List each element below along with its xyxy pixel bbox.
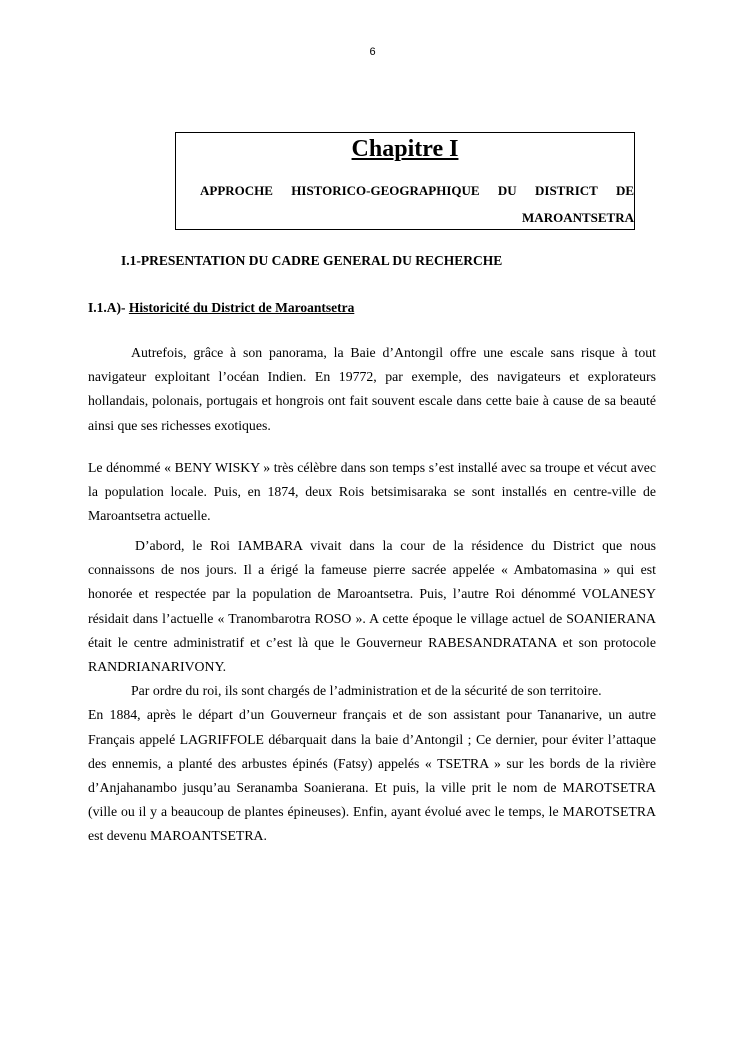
body-paragraph: En 1884, après le départ d’un Gouverneur français et de son assistant pour Tananarive, un autre Français appelé LAGRIFFOLE débarquait dans la baie d’Antongil ; Ce dernier, pour éviter l’attaque des ennemis, a planté des arbustes épinés (Fatsy) appelés « TSETRA » sur les bords de la rivière d’Anjahanambo jusqu’au Seranamba Soanierana. Et puis, la ville prit le nom de MAROTSETRA (ville ou il y a beaucoup de plantes épineuses). Enfin, ayant évolué avec le temps, le MAROTSETRA est devenu MAROANTSETRA. xyxy=(88,707,656,844)
chapter-title: Chapitre I xyxy=(351,136,459,162)
body-paragraph-2-block xyxy=(88,456,656,529)
body-paragraph: D’abord, le Roi IAMBARA vivait dans la cour de la résidence du District que nous connaissons de nos jours. Il a érigé la fameuse pierre sacrée appelée « Ambatomasina » qui est honorée et respectée par la population de Maroantsetra. Puis, l’autre Roi dénommé VOLANESY résidait dans l’actuelle « Tranombarotra ROSO ». A cette époque le village actuel de SOANIERANA était le centre administratif et c’est là que le Gouverneur RABESANDRATANA et son protocole RANDRIANARIVONY. xyxy=(88,538,656,675)
section-heading: I.1-PRESENTATION DU CADRE GENERAL DU RECHERCHE xyxy=(121,253,503,268)
chapter-subtitle: APPROCHE HISTORICO-GEOGRAPHIQUE DU DISTRICT DE MAROANTSETRA xyxy=(200,183,634,225)
body-paragraph: Le dénommé « BENY WISKY » très célèbre dans son temps s’est installé avec sa troupe et vécut avec la population locale. Puis, en 1874, deux Rois betsimisaraka se sont installés en centre-ville de Maroantsetra actuelle. xyxy=(88,460,656,524)
body-paragraph: Par ordre du roi, ils sont chargés de l’administration et de la sécurité de son territoire. xyxy=(131,683,602,699)
subsection-title: Historicité du District de Maroantsetra xyxy=(128,300,355,315)
subsection-heading xyxy=(88,298,354,318)
page-number: 6 xyxy=(369,46,376,58)
body-paragraph: Autrefois, grâce à son panorama, la Baie d’Antongil offre une escale sans risque à tout navigateur exploitant l’océan Indien. En 19772, par exemple, des navigateurs et explorateurs hollandais, polonais, portugais et hongrois ont fait souvent escale dans cette baie à cause de sa beauté ainsi que ses richesses exotiques. xyxy=(88,345,656,433)
body-paragraph-1-block xyxy=(88,341,656,438)
body-paragraph-3-block xyxy=(88,534,656,849)
subsection-prefix: I.1.A)- xyxy=(88,300,129,315)
